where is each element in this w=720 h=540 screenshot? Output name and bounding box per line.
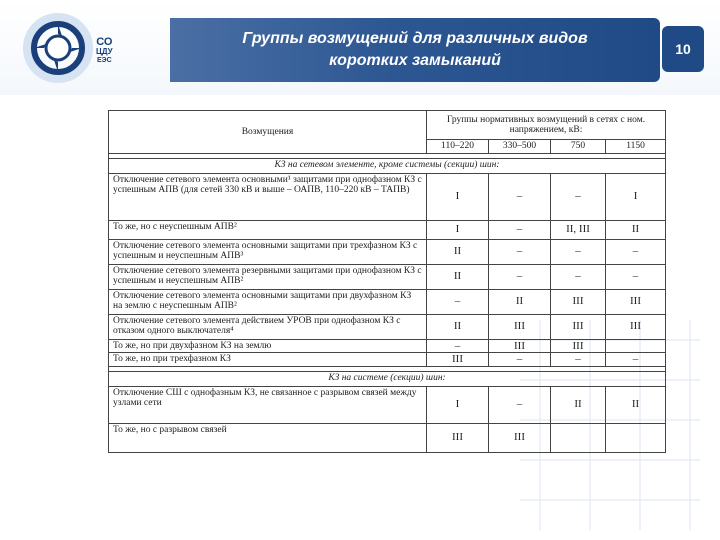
row-value: II — [606, 386, 666, 423]
row-value: III — [551, 314, 606, 339]
column-header-disturbance: Возмущения — [109, 111, 427, 154]
row-description: Отключение СШ с однофазным КЗ, не связанное с разрывом связей между узлами сети — [109, 386, 427, 423]
section-title: КЗ на сетевом элементе, кроме системы (секции) шин: — [109, 158, 666, 173]
row-description: Отключение сетевого элемента основными защитами при трехфазном КЗ с успешным и неуспешным АПВ³ — [109, 239, 427, 264]
row-value: III — [551, 339, 606, 353]
row-value: III — [427, 423, 489, 452]
title-banner — [170, 18, 660, 82]
logo — [22, 8, 112, 88]
row-value: I — [427, 173, 489, 220]
row-value: – — [606, 264, 666, 289]
row-value: – — [489, 239, 551, 264]
row-value: II — [489, 289, 551, 314]
row-value: – — [489, 353, 551, 367]
row-description: То же, но при двухфазном КЗ на землю — [109, 339, 427, 353]
page-number: 10 — [662, 26, 704, 72]
row-value: II — [427, 239, 489, 264]
row-value: – — [489, 220, 551, 239]
row-value: III — [489, 339, 551, 353]
table-row — [109, 353, 666, 367]
table-row — [109, 386, 666, 423]
page-title: Группы возмущений для различных видов коротких замыканий — [242, 30, 588, 69]
row-value: I — [427, 220, 489, 239]
column-header-groups: Группы нормативных возмущений в сетях с ном. напряжением, кВ: — [427, 111, 666, 140]
row-value: III — [551, 289, 606, 314]
row-value: II — [551, 386, 606, 423]
table-row — [109, 314, 666, 339]
row-value: I — [606, 173, 666, 220]
row-description: То же, но с разрывом связей — [109, 423, 427, 452]
row-description: То же, но при трехфазном КЗ — [109, 353, 427, 367]
row-value: – — [489, 173, 551, 220]
row-description: Отключение сетевого элемента основными защитами при двухфазном КЗ на землю с неуспешным АПВ² — [109, 289, 427, 314]
column-header-voltage: 1150 — [606, 140, 666, 154]
row-value: – — [489, 386, 551, 423]
row-value: II, III — [551, 220, 606, 239]
table-row — [109, 173, 666, 220]
row-description: Отключение сетевого элемента резервными защитами при однофазном КЗ с успешным и неуспешным АПВ² — [109, 264, 427, 289]
row-value: – — [427, 339, 489, 353]
table-row — [109, 264, 666, 289]
row-value: II — [606, 220, 666, 239]
column-header-voltage: 330–500 — [489, 140, 551, 154]
row-value — [551, 423, 606, 452]
row-value — [606, 339, 666, 353]
section-title-row — [109, 158, 666, 173]
table-row — [109, 289, 666, 314]
section-title-row — [109, 371, 666, 386]
disturbance-table — [108, 110, 665, 476]
row-value: III — [606, 289, 666, 314]
table-row — [109, 423, 666, 452]
column-header-voltage: 110–220 — [427, 140, 489, 154]
row-description: Отключение сетевого элемента основными¹ защитами при однофазном КЗ с успешным АПВ (для сетей 330 кВ и выше – ОАПВ, 110–220 кВ – ТАПВ) — [109, 173, 427, 220]
row-value: – — [551, 264, 606, 289]
row-value: III — [489, 423, 551, 452]
column-header-voltage: 750 — [551, 140, 606, 154]
logo-text: СО ЦДУ ЕЭС — [96, 36, 113, 64]
row-value: II — [427, 314, 489, 339]
row-description: Отключение сетевого элемента действием УРОВ при однофазном КЗ с отказом одного выключателя⁴ — [109, 314, 427, 339]
row-description: То же, но с неуспешным АПВ² — [109, 220, 427, 239]
row-value: III — [427, 353, 489, 367]
table-row — [109, 339, 666, 353]
row-value: – — [606, 239, 666, 264]
table-header-row — [109, 111, 666, 140]
row-value: – — [427, 289, 489, 314]
row-value — [606, 423, 666, 452]
row-value: – — [551, 239, 606, 264]
row-value: – — [551, 353, 606, 367]
row-value: – — [606, 353, 666, 367]
row-value: – — [489, 264, 551, 289]
table-row — [109, 239, 666, 264]
row-value: III — [606, 314, 666, 339]
row-value: III — [489, 314, 551, 339]
row-value: I — [427, 386, 489, 423]
row-value: – — [551, 173, 606, 220]
table-row — [109, 220, 666, 239]
row-value: II — [427, 264, 489, 289]
section-title: КЗ на системе (секции) шин: — [109, 371, 666, 386]
